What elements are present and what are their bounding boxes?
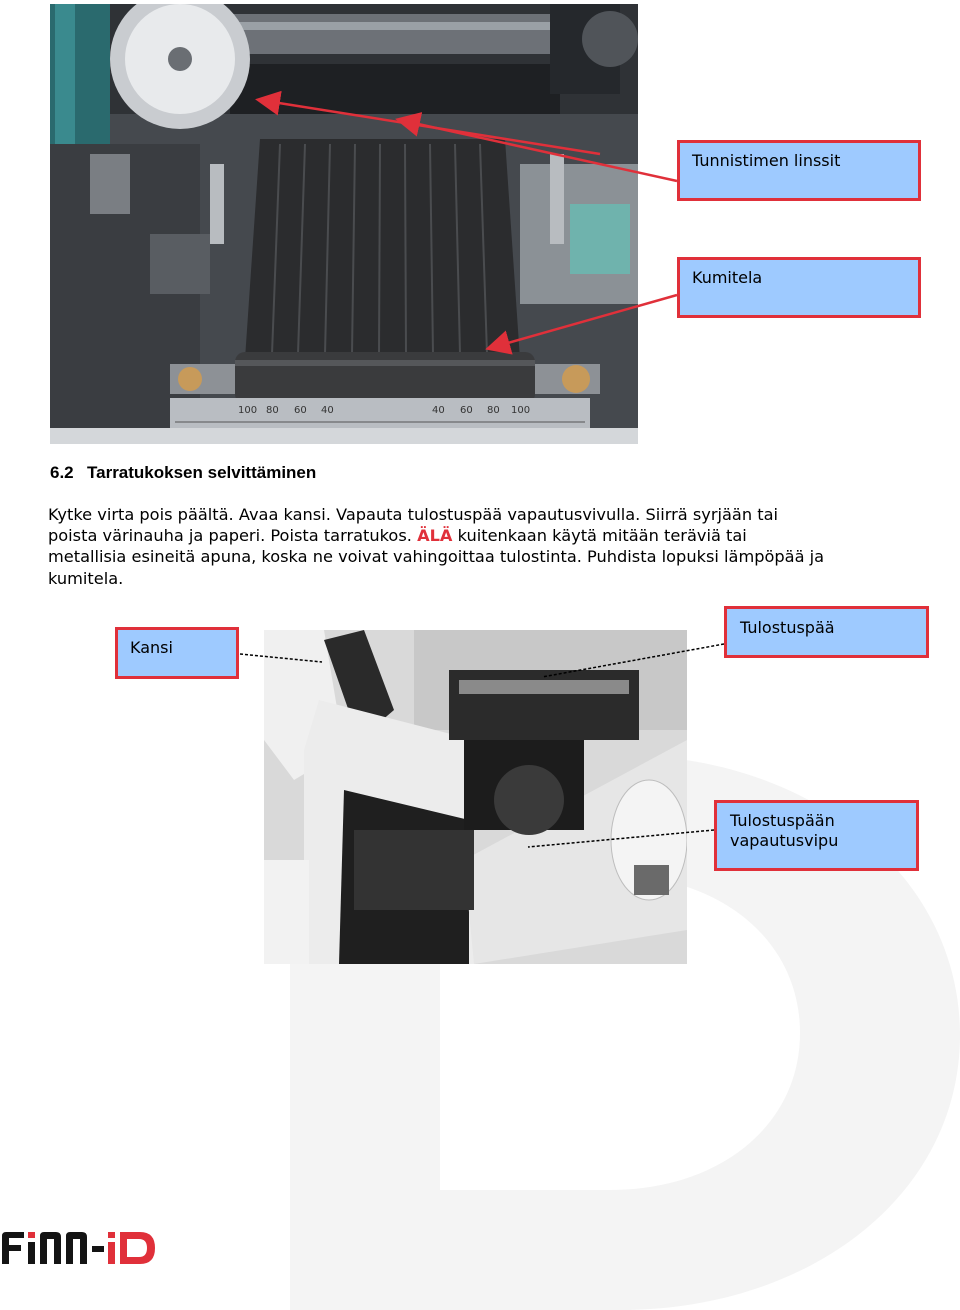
- callout-head-release-lever-line1: Tulostuspään: [730, 811, 835, 830]
- arrow-platen: [490, 295, 677, 348]
- leader-print-head: [542, 644, 724, 677]
- callout-cover: [115, 627, 239, 679]
- leader-release-lever: [528, 830, 714, 847]
- ruler-mark: 60: [294, 405, 307, 416]
- instructions-paragraph: [48, 504, 928, 589]
- instructions-line-1: Kytke virta pois päältä. Avaa kansi. Vapauta tulostuspää vapautusvivulla. Siirrä syrjään tai: [48, 505, 779, 524]
- callout-platen-label: Kumitela: [692, 268, 763, 287]
- ruler-mark: 60: [460, 405, 473, 416]
- section-title: Tarratukoksen selvittäminen: [87, 463, 317, 482]
- callout-platen: [677, 257, 921, 318]
- callout-print-head-label: Tulostuspää: [740, 618, 835, 637]
- finn-id-logo: [0, 1228, 160, 1268]
- section-number: 6.2: [50, 463, 74, 482]
- callout-sensor-lens: [677, 140, 921, 201]
- instructions-line-2-rest: kuitenkaan käytä mitään teräviä tai: [457, 526, 747, 546]
- warning-word: ÄLÄ: [417, 526, 453, 546]
- ruler-mark: 40: [432, 405, 445, 416]
- callout-cover-label: Kansi: [130, 638, 173, 657]
- instructions-line-3: metallisia esineitä apuna, koska ne voivat vahingoittaa tulostinta. Puhdista lopuksi lämpöpää ja: [48, 547, 825, 567]
- arrow-sensor-lens-2: [260, 100, 600, 154]
- callout-print-head: [724, 606, 929, 658]
- ruler-mark: 80: [266, 405, 279, 416]
- callout-head-release-lever-line2: vapautusvipu: [730, 831, 839, 850]
- section-heading: [50, 463, 316, 483]
- ruler-mark: 80: [487, 405, 500, 416]
- ruler-mark: 40: [321, 405, 334, 416]
- ruler-mark: 100: [238, 405, 258, 416]
- callout-sensor-lens-label: Tunnistimen linssit: [692, 151, 841, 170]
- callout-head-release-lever: [714, 800, 919, 871]
- instructions-line-4: kumitela.: [48, 568, 124, 588]
- leader-cover: [240, 654, 322, 662]
- ruler-mark: 100: [511, 405, 531, 416]
- instructions-line-2: poista värinauha ja paperi. Poista tarratukos.: [48, 526, 412, 546]
